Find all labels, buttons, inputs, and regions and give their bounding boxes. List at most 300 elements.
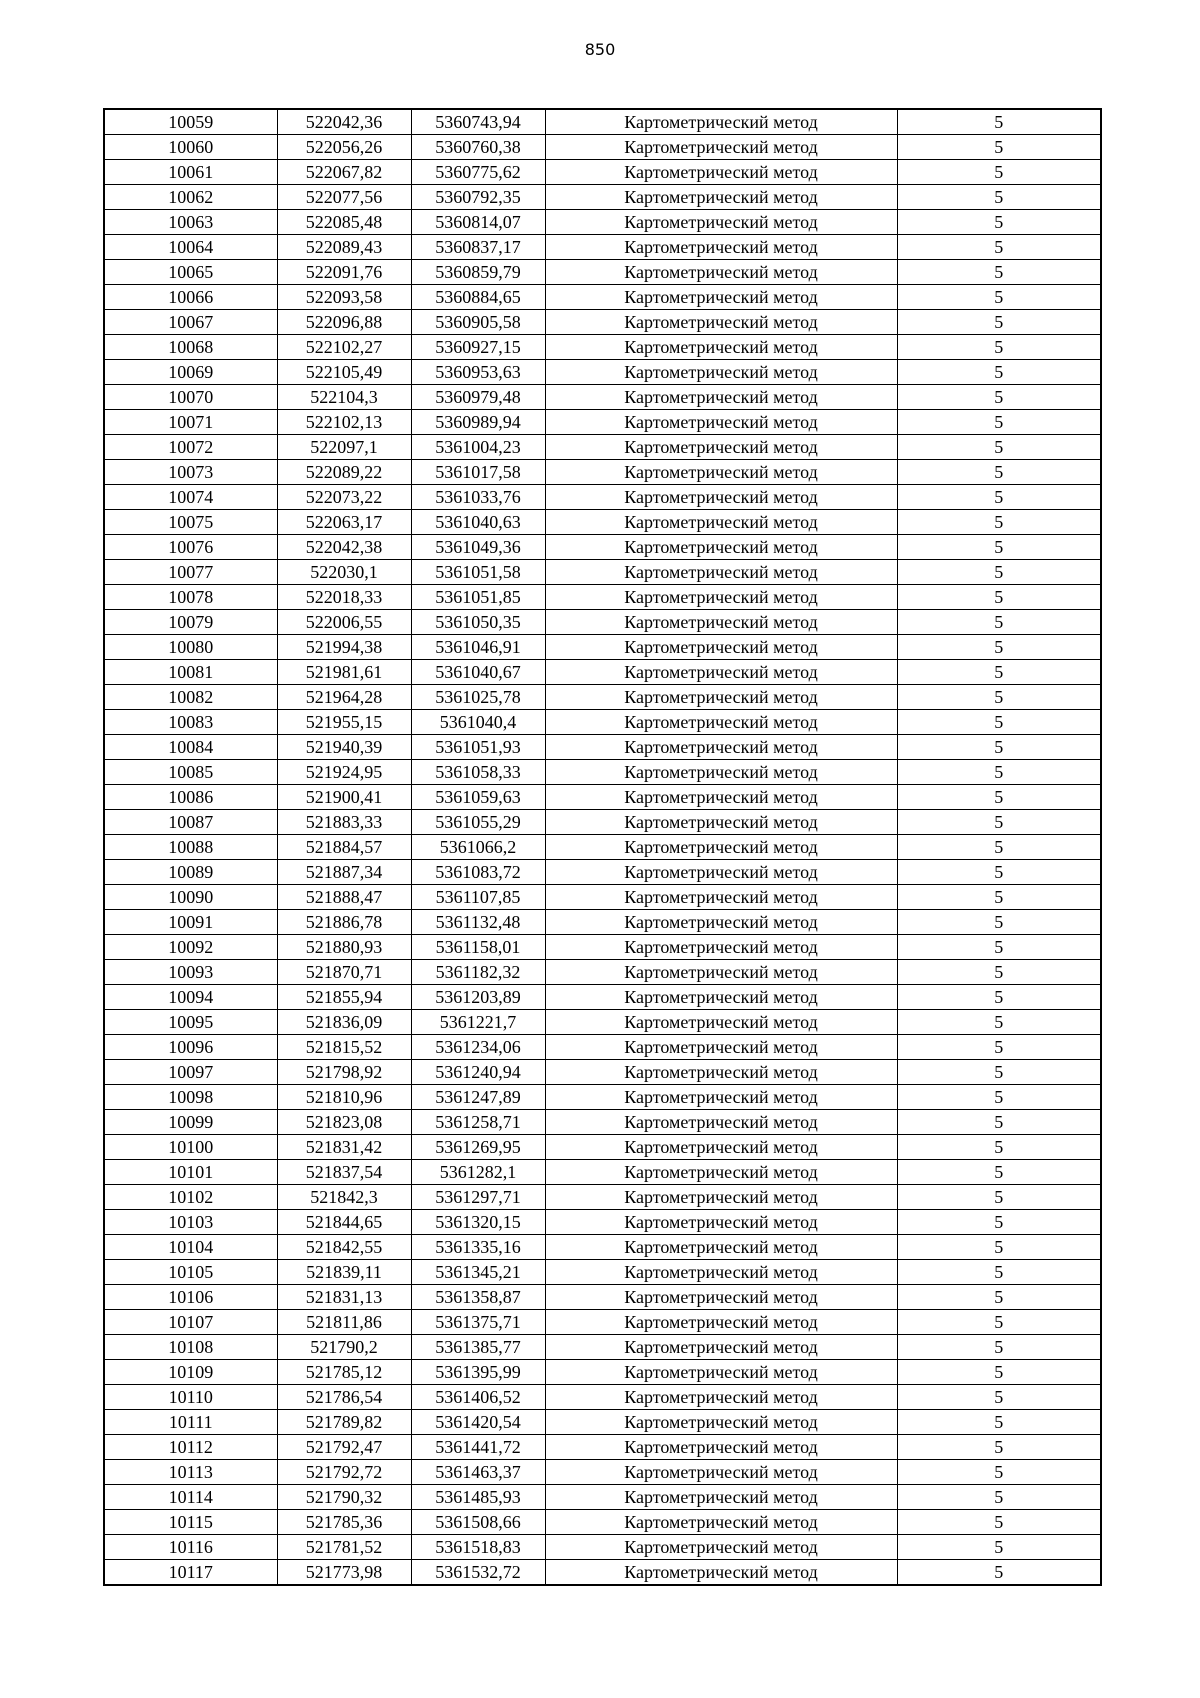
accuracy-cell: 5 bbox=[897, 1360, 1101, 1385]
point-number-cell: 10079 bbox=[104, 610, 277, 635]
accuracy-cell: 5 bbox=[897, 1235, 1101, 1260]
x-coordinate-cell: 521842,55 bbox=[277, 1235, 411, 1260]
page-number: 850 bbox=[584, 40, 616, 59]
accuracy-cell: 5 bbox=[897, 160, 1101, 185]
x-coordinate-cell: 521870,71 bbox=[277, 960, 411, 985]
method-cell: Картометрический метод bbox=[545, 535, 897, 560]
y-coordinate-cell: 5360953,63 bbox=[411, 360, 545, 385]
point-number-cell: 10098 bbox=[104, 1085, 277, 1110]
method-cell: Картометрический метод bbox=[545, 610, 897, 635]
method-cell: Картометрический метод bbox=[545, 1060, 897, 1085]
method-cell: Картометрический метод bbox=[545, 210, 897, 235]
method-cell: Картометрический метод bbox=[545, 635, 897, 660]
method-cell: Картометрический метод bbox=[545, 485, 897, 510]
table-row bbox=[104, 1210, 1101, 1235]
method-cell: Картометрический метод bbox=[545, 1435, 897, 1460]
point-number-cell: 10065 bbox=[104, 260, 277, 285]
table-row bbox=[104, 135, 1101, 160]
accuracy-cell: 5 bbox=[897, 185, 1101, 210]
accuracy-cell: 5 bbox=[897, 785, 1101, 810]
method-cell: Картометрический метод bbox=[545, 760, 897, 785]
point-number-cell: 10099 bbox=[104, 1110, 277, 1135]
y-coordinate-cell: 5361055,29 bbox=[411, 810, 545, 835]
x-coordinate-cell: 521789,82 bbox=[277, 1410, 411, 1435]
method-cell: Картометрический метод bbox=[545, 1210, 897, 1235]
x-coordinate-cell: 521900,41 bbox=[277, 785, 411, 810]
y-coordinate-cell: 5360979,48 bbox=[411, 385, 545, 410]
table-row bbox=[104, 1260, 1101, 1285]
x-coordinate-cell: 521811,86 bbox=[277, 1310, 411, 1335]
point-number-cell: 10068 bbox=[104, 335, 277, 360]
table-row bbox=[104, 710, 1101, 735]
point-number-cell: 10101 bbox=[104, 1160, 277, 1185]
point-number-cell: 10115 bbox=[104, 1510, 277, 1535]
method-cell: Картометрический метод bbox=[545, 560, 897, 585]
x-coordinate-cell: 521831,13 bbox=[277, 1285, 411, 1310]
point-number-cell: 10076 bbox=[104, 535, 277, 560]
point-number-cell: 10086 bbox=[104, 785, 277, 810]
accuracy-cell: 5 bbox=[897, 1510, 1101, 1535]
accuracy-cell: 5 bbox=[897, 460, 1101, 485]
method-cell: Картометрический метод bbox=[545, 935, 897, 960]
y-coordinate-cell: 5360814,07 bbox=[411, 210, 545, 235]
x-coordinate-cell: 522063,17 bbox=[277, 510, 411, 535]
x-coordinate-cell: 521839,11 bbox=[277, 1260, 411, 1285]
x-coordinate-cell: 521955,15 bbox=[277, 710, 411, 735]
x-coordinate-cell: 522102,13 bbox=[277, 410, 411, 435]
accuracy-cell: 5 bbox=[897, 485, 1101, 510]
y-coordinate-cell: 5361025,78 bbox=[411, 685, 545, 710]
x-coordinate-cell: 521823,08 bbox=[277, 1110, 411, 1135]
point-number-cell: 10061 bbox=[104, 160, 277, 185]
table-row bbox=[104, 410, 1101, 435]
method-cell: Картометрический метод bbox=[545, 985, 897, 1010]
method-cell: Картометрический метод bbox=[545, 160, 897, 185]
y-coordinate-cell: 5360927,15 bbox=[411, 335, 545, 360]
y-coordinate-cell: 5361017,58 bbox=[411, 460, 545, 485]
x-coordinate-cell: 522018,33 bbox=[277, 585, 411, 610]
y-coordinate-cell: 5361240,94 bbox=[411, 1060, 545, 1085]
accuracy-cell: 5 bbox=[897, 1135, 1101, 1160]
y-coordinate-cell: 5361059,63 bbox=[411, 785, 545, 810]
point-number-cell: 10088 bbox=[104, 835, 277, 860]
x-coordinate-cell: 522042,36 bbox=[277, 109, 411, 135]
point-number-cell: 10096 bbox=[104, 1035, 277, 1060]
accuracy-cell: 5 bbox=[897, 885, 1101, 910]
y-coordinate-cell: 5360905,58 bbox=[411, 310, 545, 335]
x-coordinate-cell: 522085,48 bbox=[277, 210, 411, 235]
method-cell: Картометрический метод bbox=[545, 1235, 897, 1260]
method-cell: Картометрический метод bbox=[545, 460, 897, 485]
x-coordinate-cell: 522096,88 bbox=[277, 310, 411, 335]
y-coordinate-cell: 5361297,71 bbox=[411, 1185, 545, 1210]
accuracy-cell: 5 bbox=[897, 610, 1101, 635]
accuracy-cell: 5 bbox=[897, 535, 1101, 560]
y-coordinate-cell: 5361247,89 bbox=[411, 1085, 545, 1110]
x-coordinate-cell: 521785,36 bbox=[277, 1510, 411, 1535]
accuracy-cell: 5 bbox=[897, 560, 1101, 585]
accuracy-cell: 5 bbox=[897, 585, 1101, 610]
table-row bbox=[104, 860, 1101, 885]
x-coordinate-cell: 521773,98 bbox=[277, 1560, 411, 1586]
point-number-cell: 10066 bbox=[104, 285, 277, 310]
method-cell: Картометрический метод bbox=[545, 835, 897, 860]
x-coordinate-cell: 521831,42 bbox=[277, 1135, 411, 1160]
accuracy-cell: 5 bbox=[897, 410, 1101, 435]
y-coordinate-cell: 5361221,7 bbox=[411, 1010, 545, 1035]
point-number-cell: 10060 bbox=[104, 135, 277, 160]
table-row bbox=[104, 810, 1101, 835]
table-row bbox=[104, 760, 1101, 785]
y-coordinate-cell: 5361040,4 bbox=[411, 710, 545, 735]
point-number-cell: 10106 bbox=[104, 1285, 277, 1310]
table-row bbox=[104, 235, 1101, 260]
method-cell: Картометрический метод bbox=[545, 135, 897, 160]
y-coordinate-cell: 5361258,71 bbox=[411, 1110, 545, 1135]
method-cell: Картометрический метод bbox=[545, 410, 897, 435]
point-number-cell: 10084 bbox=[104, 735, 277, 760]
y-coordinate-cell: 5361358,87 bbox=[411, 1285, 545, 1310]
accuracy-cell: 5 bbox=[897, 835, 1101, 860]
method-cell: Картометрический метод bbox=[545, 910, 897, 935]
y-coordinate-cell: 5361182,32 bbox=[411, 960, 545, 985]
point-number-cell: 10064 bbox=[104, 235, 277, 260]
point-number-cell: 10089 bbox=[104, 860, 277, 885]
method-cell: Картометрический метод bbox=[545, 1185, 897, 1210]
method-cell: Картометрический метод bbox=[545, 1485, 897, 1510]
accuracy-cell: 5 bbox=[897, 1335, 1101, 1360]
point-number-cell: 10070 bbox=[104, 385, 277, 410]
point-number-cell: 10105 bbox=[104, 1260, 277, 1285]
method-cell: Картометрический метод bbox=[545, 1335, 897, 1360]
method-cell: Картометрический метод bbox=[545, 1285, 897, 1310]
y-coordinate-cell: 5361046,91 bbox=[411, 635, 545, 660]
table-row bbox=[104, 360, 1101, 385]
x-coordinate-cell: 522104,3 bbox=[277, 385, 411, 410]
x-coordinate-cell: 522093,58 bbox=[277, 285, 411, 310]
table-row bbox=[104, 985, 1101, 1010]
method-cell: Картометрический метод bbox=[545, 885, 897, 910]
x-coordinate-cell: 522056,26 bbox=[277, 135, 411, 160]
point-number-cell: 10085 bbox=[104, 760, 277, 785]
y-coordinate-cell: 5361485,93 bbox=[411, 1485, 545, 1510]
x-coordinate-cell: 522089,22 bbox=[277, 460, 411, 485]
point-number-cell: 10062 bbox=[104, 185, 277, 210]
point-number-cell: 10090 bbox=[104, 885, 277, 910]
y-coordinate-cell: 5361282,1 bbox=[411, 1160, 545, 1185]
accuracy-cell: 5 bbox=[897, 710, 1101, 735]
x-coordinate-cell: 521837,54 bbox=[277, 1160, 411, 1185]
accuracy-cell: 5 bbox=[897, 810, 1101, 835]
y-coordinate-cell: 5361463,37 bbox=[411, 1460, 545, 1485]
x-coordinate-cell: 521790,2 bbox=[277, 1335, 411, 1360]
accuracy-cell: 5 bbox=[897, 1035, 1101, 1060]
x-coordinate-cell: 521888,47 bbox=[277, 885, 411, 910]
point-number-cell: 10074 bbox=[104, 485, 277, 510]
point-number-cell: 10063 bbox=[104, 210, 277, 235]
accuracy-cell: 5 bbox=[897, 285, 1101, 310]
method-cell: Картометрический метод bbox=[545, 1310, 897, 1335]
x-coordinate-cell: 521887,34 bbox=[277, 860, 411, 885]
table-row bbox=[104, 460, 1101, 485]
point-number-cell: 10073 bbox=[104, 460, 277, 485]
x-coordinate-cell: 521883,33 bbox=[277, 810, 411, 835]
table-row bbox=[104, 1010, 1101, 1035]
method-cell: Картометрический метод bbox=[545, 235, 897, 260]
table-row bbox=[104, 1285, 1101, 1310]
method-cell: Картометрический метод bbox=[545, 1410, 897, 1435]
x-coordinate-cell: 522042,38 bbox=[277, 535, 411, 560]
accuracy-cell: 5 bbox=[897, 1285, 1101, 1310]
point-number-cell: 10113 bbox=[104, 1460, 277, 1485]
method-cell: Картометрический метод bbox=[545, 185, 897, 210]
table-row bbox=[104, 435, 1101, 460]
method-cell: Картометрический метод bbox=[545, 1085, 897, 1110]
table-row bbox=[104, 1135, 1101, 1160]
point-number-cell: 10077 bbox=[104, 560, 277, 585]
y-coordinate-cell: 5361132,48 bbox=[411, 910, 545, 935]
table-row bbox=[104, 960, 1101, 985]
y-coordinate-cell: 5361051,85 bbox=[411, 585, 545, 610]
table-row bbox=[104, 535, 1101, 560]
point-number-cell: 10111 bbox=[104, 1410, 277, 1435]
x-coordinate-cell: 521792,72 bbox=[277, 1460, 411, 1485]
point-number-cell: 10071 bbox=[104, 410, 277, 435]
table-row bbox=[104, 1385, 1101, 1410]
y-coordinate-cell: 5361406,52 bbox=[411, 1385, 545, 1410]
point-number-cell: 10067 bbox=[104, 310, 277, 335]
point-number-cell: 10087 bbox=[104, 810, 277, 835]
table-row bbox=[104, 310, 1101, 335]
y-coordinate-cell: 5360859,79 bbox=[411, 260, 545, 285]
point-number-cell: 10081 bbox=[104, 660, 277, 685]
method-cell: Картометрический метод bbox=[545, 1035, 897, 1060]
table-row bbox=[104, 735, 1101, 760]
point-number-cell: 10100 bbox=[104, 1135, 277, 1160]
accuracy-cell: 5 bbox=[897, 1260, 1101, 1285]
accuracy-cell: 5 bbox=[897, 1535, 1101, 1560]
y-coordinate-cell: 5361532,72 bbox=[411, 1560, 545, 1586]
x-coordinate-cell: 521924,95 bbox=[277, 760, 411, 785]
method-cell: Картометрический метод bbox=[545, 1135, 897, 1160]
table-row bbox=[104, 1510, 1101, 1535]
x-coordinate-cell: 521886,78 bbox=[277, 910, 411, 935]
point-number-cell: 10109 bbox=[104, 1360, 277, 1385]
accuracy-cell: 5 bbox=[897, 210, 1101, 235]
accuracy-cell: 5 bbox=[897, 1085, 1101, 1110]
accuracy-cell: 5 bbox=[897, 310, 1101, 335]
table-row bbox=[104, 1185, 1101, 1210]
x-coordinate-cell: 521815,52 bbox=[277, 1035, 411, 1060]
point-number-cell: 10102 bbox=[104, 1185, 277, 1210]
method-cell: Картометрический метод bbox=[545, 360, 897, 385]
method-cell: Картометрический метод bbox=[545, 1560, 897, 1586]
y-coordinate-cell: 5361508,66 bbox=[411, 1510, 545, 1535]
x-coordinate-cell: 521792,47 bbox=[277, 1435, 411, 1460]
x-coordinate-cell: 521810,96 bbox=[277, 1085, 411, 1110]
point-number-cell: 10114 bbox=[104, 1485, 277, 1510]
method-cell: Картометрический метод bbox=[545, 810, 897, 835]
method-cell: Картометрический метод bbox=[545, 710, 897, 735]
method-cell: Картометрический метод bbox=[545, 685, 897, 710]
accuracy-cell: 5 bbox=[897, 1310, 1101, 1335]
accuracy-cell: 5 bbox=[897, 1485, 1101, 1510]
point-number-cell: 10097 bbox=[104, 1060, 277, 1085]
x-coordinate-cell: 521786,54 bbox=[277, 1385, 411, 1410]
accuracy-cell: 5 bbox=[897, 385, 1101, 410]
accuracy-cell: 5 bbox=[897, 935, 1101, 960]
x-coordinate-cell: 521981,61 bbox=[277, 660, 411, 685]
point-number-cell: 10075 bbox=[104, 510, 277, 535]
accuracy-cell: 5 bbox=[897, 1385, 1101, 1410]
table-row bbox=[104, 885, 1101, 910]
x-coordinate-cell: 521964,28 bbox=[277, 685, 411, 710]
table-row bbox=[104, 1435, 1101, 1460]
point-number-cell: 10083 bbox=[104, 710, 277, 735]
method-cell: Картометрический метод bbox=[545, 660, 897, 685]
method-cell: Картометрический метод bbox=[545, 1535, 897, 1560]
y-coordinate-cell: 5361107,85 bbox=[411, 885, 545, 910]
y-coordinate-cell: 5361269,95 bbox=[411, 1135, 545, 1160]
accuracy-cell: 5 bbox=[897, 985, 1101, 1010]
accuracy-cell: 5 bbox=[897, 1410, 1101, 1435]
x-coordinate-cell: 522073,22 bbox=[277, 485, 411, 510]
accuracy-cell: 5 bbox=[897, 1160, 1101, 1185]
method-cell: Картометрический метод bbox=[545, 860, 897, 885]
accuracy-cell: 5 bbox=[897, 860, 1101, 885]
method-cell: Картометрический метод bbox=[545, 585, 897, 610]
method-cell: Картометрический метод bbox=[545, 385, 897, 410]
accuracy-cell: 5 bbox=[897, 235, 1101, 260]
accuracy-cell: 5 bbox=[897, 635, 1101, 660]
table-row bbox=[104, 485, 1101, 510]
coordinates-table bbox=[103, 108, 1102, 1586]
table-row bbox=[104, 1235, 1101, 1260]
method-cell: Картометрический метод bbox=[545, 310, 897, 335]
y-coordinate-cell: 5361004,23 bbox=[411, 435, 545, 460]
y-coordinate-cell: 5361051,58 bbox=[411, 560, 545, 585]
point-number-cell: 10107 bbox=[104, 1310, 277, 1335]
method-cell: Картометрический метод bbox=[545, 1010, 897, 1035]
accuracy-cell: 5 bbox=[897, 360, 1101, 385]
coordinates-table-body bbox=[104, 109, 1101, 1585]
table-row bbox=[104, 1410, 1101, 1435]
x-coordinate-cell: 522006,55 bbox=[277, 610, 411, 635]
y-coordinate-cell: 5361385,77 bbox=[411, 1335, 545, 1360]
method-cell: Картометрический метод bbox=[545, 1385, 897, 1410]
method-cell: Картометрический метод bbox=[545, 1360, 897, 1385]
x-coordinate-cell: 522089,43 bbox=[277, 235, 411, 260]
accuracy-cell: 5 bbox=[897, 109, 1101, 135]
accuracy-cell: 5 bbox=[897, 660, 1101, 685]
method-cell: Картометрический метод bbox=[545, 285, 897, 310]
point-number-cell: 10078 bbox=[104, 585, 277, 610]
table-row bbox=[104, 1360, 1101, 1385]
y-coordinate-cell: 5360884,65 bbox=[411, 285, 545, 310]
method-cell: Картометрический метод bbox=[545, 1110, 897, 1135]
method-cell: Картометрический метод bbox=[545, 510, 897, 535]
point-number-cell: 10104 bbox=[104, 1235, 277, 1260]
point-number-cell: 10108 bbox=[104, 1335, 277, 1360]
accuracy-cell: 5 bbox=[897, 1560, 1101, 1586]
method-cell: Картометрический метод bbox=[545, 335, 897, 360]
x-coordinate-cell: 521781,52 bbox=[277, 1535, 411, 1560]
table-row bbox=[104, 109, 1101, 135]
accuracy-cell: 5 bbox=[897, 760, 1101, 785]
x-coordinate-cell: 522105,49 bbox=[277, 360, 411, 385]
table-row bbox=[104, 635, 1101, 660]
table-row bbox=[104, 1485, 1101, 1510]
table-row bbox=[104, 1160, 1101, 1185]
accuracy-cell: 5 bbox=[897, 135, 1101, 160]
table-row bbox=[104, 285, 1101, 310]
x-coordinate-cell: 522067,82 bbox=[277, 160, 411, 185]
point-number-cell: 10095 bbox=[104, 1010, 277, 1035]
x-coordinate-cell: 522077,56 bbox=[277, 185, 411, 210]
y-coordinate-cell: 5360743,94 bbox=[411, 109, 545, 135]
table-row bbox=[104, 1335, 1101, 1360]
x-coordinate-cell: 522102,27 bbox=[277, 335, 411, 360]
y-coordinate-cell: 5361375,71 bbox=[411, 1310, 545, 1335]
accuracy-cell: 5 bbox=[897, 260, 1101, 285]
accuracy-cell: 5 bbox=[897, 685, 1101, 710]
point-number-cell: 10103 bbox=[104, 1210, 277, 1235]
table-row bbox=[104, 1060, 1101, 1085]
point-number-cell: 10069 bbox=[104, 360, 277, 385]
x-coordinate-cell: 521940,39 bbox=[277, 735, 411, 760]
table-row bbox=[104, 1110, 1101, 1135]
accuracy-cell: 5 bbox=[897, 510, 1101, 535]
point-number-cell: 10080 bbox=[104, 635, 277, 660]
y-coordinate-cell: 5361345,21 bbox=[411, 1260, 545, 1285]
table-row bbox=[104, 260, 1101, 285]
table-row bbox=[104, 910, 1101, 935]
accuracy-cell: 5 bbox=[897, 1435, 1101, 1460]
accuracy-cell: 5 bbox=[897, 1185, 1101, 1210]
table-row bbox=[104, 560, 1101, 585]
y-coordinate-cell: 5360760,38 bbox=[411, 135, 545, 160]
x-coordinate-cell: 521844,65 bbox=[277, 1210, 411, 1235]
method-cell: Картометрический метод bbox=[545, 1460, 897, 1485]
y-coordinate-cell: 5361066,2 bbox=[411, 835, 545, 860]
point-number-cell: 10092 bbox=[104, 935, 277, 960]
y-coordinate-cell: 5361040,67 bbox=[411, 660, 545, 685]
y-coordinate-cell: 5361395,99 bbox=[411, 1360, 545, 1385]
table-row bbox=[104, 835, 1101, 860]
accuracy-cell: 5 bbox=[897, 1110, 1101, 1135]
y-coordinate-cell: 5361083,72 bbox=[411, 860, 545, 885]
x-coordinate-cell: 521880,93 bbox=[277, 935, 411, 960]
x-coordinate-cell: 521884,57 bbox=[277, 835, 411, 860]
x-coordinate-cell: 521836,09 bbox=[277, 1010, 411, 1035]
method-cell: Картометрический метод bbox=[545, 1260, 897, 1285]
accuracy-cell: 5 bbox=[897, 1460, 1101, 1485]
table-row bbox=[104, 510, 1101, 535]
table-row bbox=[104, 385, 1101, 410]
x-coordinate-cell: 521798,92 bbox=[277, 1060, 411, 1085]
accuracy-cell: 5 bbox=[897, 1060, 1101, 1085]
x-coordinate-cell: 522091,76 bbox=[277, 260, 411, 285]
y-coordinate-cell: 5361203,89 bbox=[411, 985, 545, 1010]
accuracy-cell: 5 bbox=[897, 1210, 1101, 1235]
y-coordinate-cell: 5361033,76 bbox=[411, 485, 545, 510]
accuracy-cell: 5 bbox=[897, 335, 1101, 360]
accuracy-cell: 5 bbox=[897, 435, 1101, 460]
point-number-cell: 10093 bbox=[104, 960, 277, 985]
table-row bbox=[104, 660, 1101, 685]
point-number-cell: 10117 bbox=[104, 1560, 277, 1586]
method-cell: Картометрический метод bbox=[545, 785, 897, 810]
